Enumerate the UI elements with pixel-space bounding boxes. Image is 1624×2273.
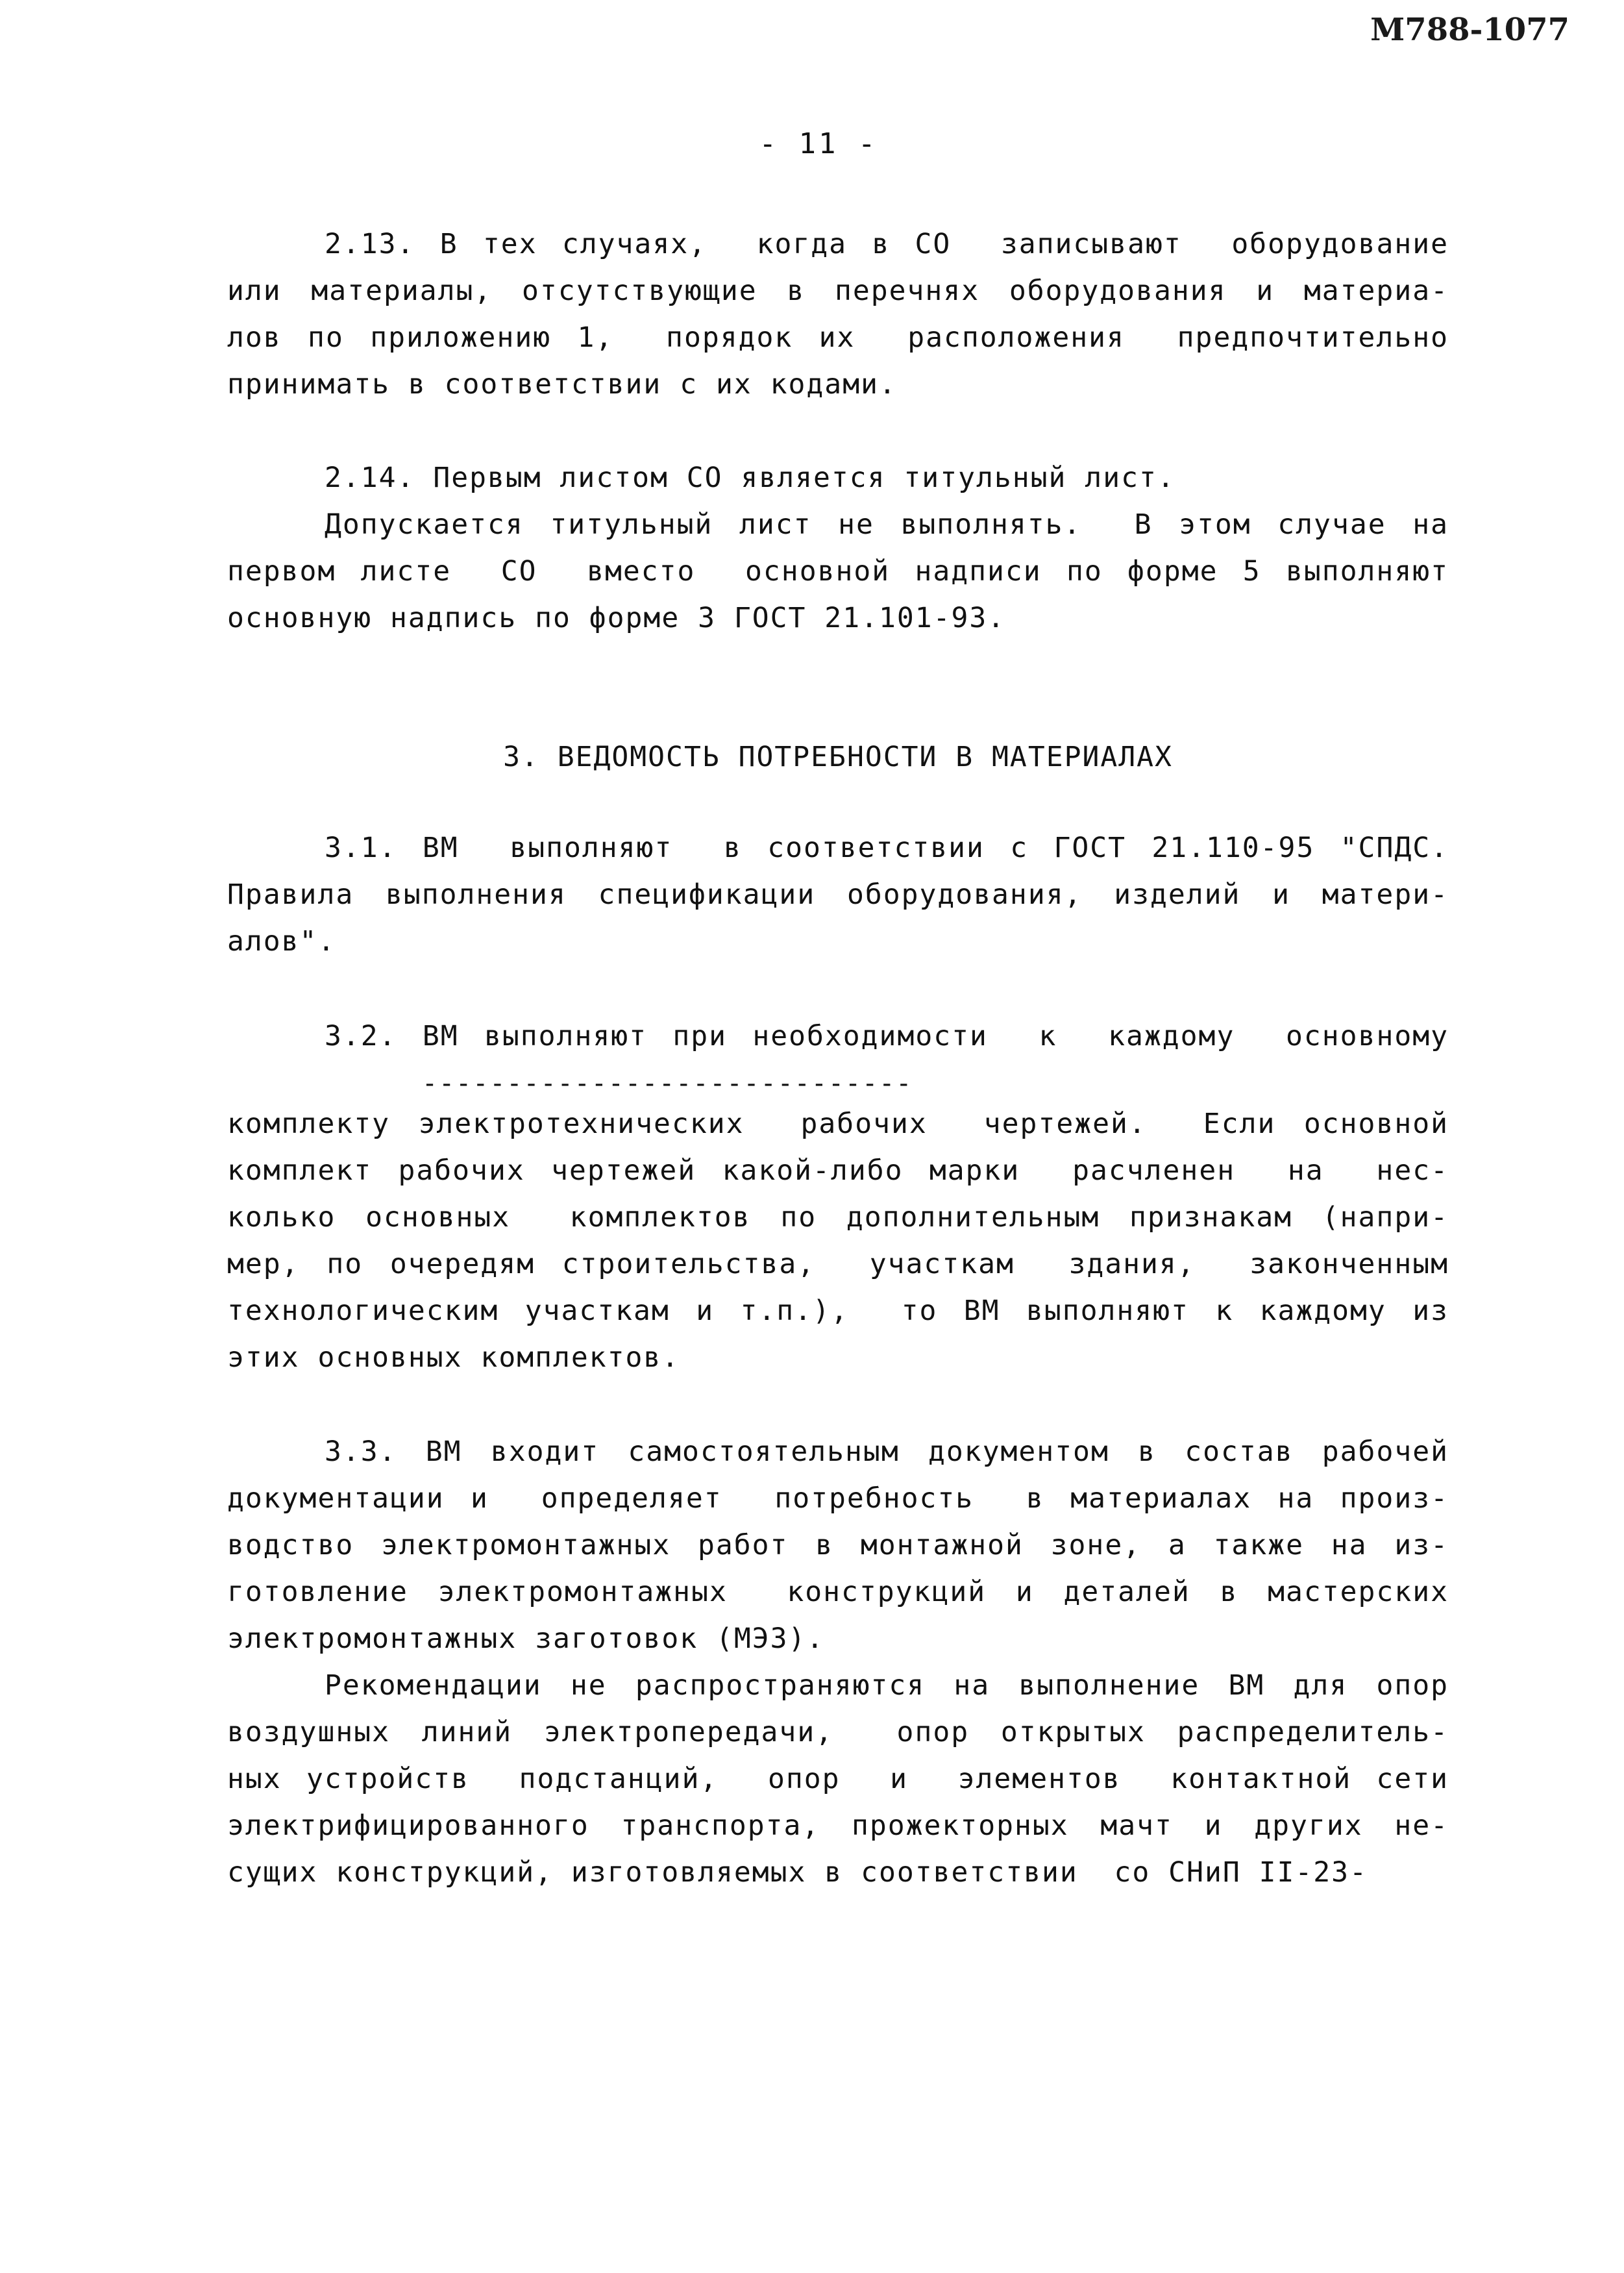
text-line: мер, по очередям строительства, участкам здания, законченным	[227, 1248, 1449, 1280]
text-line: сущих конструкций, изготовляемых в соответствии со СНиП II-23-	[227, 1856, 1368, 1889]
text-line: первом листе СО вместо основной надписи по форме 5 выполняют	[227, 555, 1449, 588]
text-line: 2.14. Первым листом СО является титульный лист.	[325, 462, 1175, 494]
text-line: комплекту электротехнических рабочих чертежей. Если основной	[227, 1108, 1449, 1140]
text-line: готовление электромонтажных конструкций и деталей в мастерских	[227, 1576, 1449, 1608]
text-line: ных устройств подстанций, опор и элементов контактной сети	[227, 1763, 1449, 1795]
text-line: колько основных комплектов по дополнительным признакам (напри-	[227, 1201, 1449, 1234]
section-heading-3	[227, 734, 1449, 780]
section-heading: 3. ВЕДОМОСТЬ ПОТРЕБНОСТИ В МАТЕРИАЛАХ	[503, 741, 1173, 773]
text-line: принимать в соответствии с их кодами.	[227, 368, 897, 401]
paragraph-3-1	[227, 825, 1449, 965]
text-line: 3.2. ВМ выполняют при необходимости к каждому основному	[325, 1020, 1449, 1052]
text-line: электромонтажных заготовок (МЭЗ).	[227, 1622, 825, 1655]
text-line: водство электромонтажных работ в монтажной зоне, а также на из-	[227, 1529, 1449, 1561]
paragraph-2-14	[227, 454, 1449, 641]
text-line: 2.13. В тех случаях, когда в СО записывают оборудование	[325, 228, 1449, 260]
text-line: лов по приложению 1, порядок их расположения предпочтительно	[227, 321, 1449, 354]
text-line: документации и определяет потребность в материалах на произ-	[227, 1482, 1449, 1515]
text-line: Рекомендации не распространяются на выполнение ВМ для опор	[325, 1669, 1449, 1702]
page-number: - 11 -	[759, 127, 878, 160]
text-line: 3.1. ВМ выполняют в соответствии с ГОСТ 21.110-95 "СПДС.	[325, 832, 1449, 864]
text-line: этих основных комплектов.	[227, 1341, 680, 1374]
text-line: воздушных линий электропередачи, опор открытых распределитель-	[227, 1716, 1449, 1748]
paragraph-2-13	[227, 221, 1449, 408]
document-code: М788-1077	[1370, 12, 1569, 48]
paragraph-3-3	[227, 1428, 1449, 1896]
text-line: технологическим участкам и т.п.), то ВМ выполняют к каждому из	[227, 1295, 1449, 1327]
text-line: Допускается титульный лист не выполнять. В этом случае на	[325, 508, 1449, 541]
paragraph-3-2	[227, 1100, 1449, 1381]
paragraph-3-2-first	[227, 1013, 1449, 1060]
text-line: электрифицированного транспорта, прожекторных мачт и других не-	[227, 1809, 1449, 1842]
underline-dashes: -----------------------------	[422, 1069, 913, 1099]
text-line: алов".	[227, 925, 336, 958]
text-line: основную надпись по форме 3 ГОСТ 21.101-93.	[227, 602, 1006, 634]
text-line: или материалы, отсутствующие в перечнях оборудования и материа-	[227, 275, 1449, 307]
text-line: Правила выполнения спецификации оборудования, изделий и матери-	[227, 878, 1449, 911]
text-line: комплект рабочих чертежей какой-либо марки расчленен на нес-	[227, 1154, 1449, 1187]
text-line: 3.3. ВМ входит самостоятельным документом в состав рабочей	[325, 1435, 1449, 1468]
